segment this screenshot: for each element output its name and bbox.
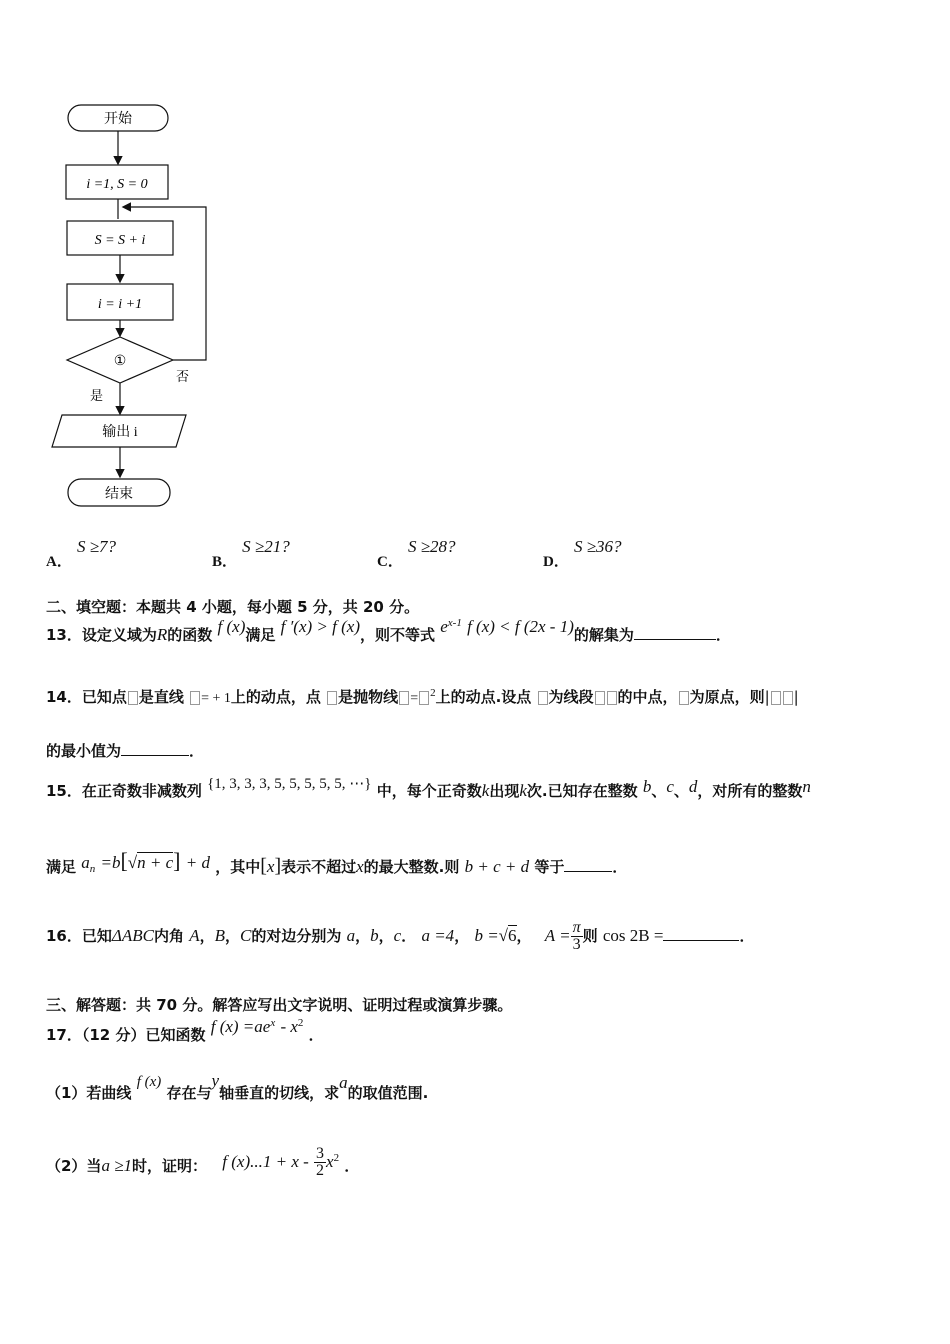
option-a[interactable] <box>46 536 117 570</box>
option-d-expr: S ≥36? <box>573 537 622 556</box>
option-b-letter: B． <box>212 554 238 570</box>
option-a-expr: S ≥7? <box>76 537 117 556</box>
q14-answer-blank[interactable] <box>121 741 189 756</box>
option-b[interactable] <box>212 536 290 570</box>
option-c-letter: C． <box>377 554 403 570</box>
q13-answer-blank[interactable] <box>634 625 716 640</box>
q15-answer-blank[interactable] <box>564 857 612 872</box>
question-17-part2: （2）当a ≥1时，证明： f (x)...1 + x - $\frac{3}{2}$ $x^2$ ． <box>46 1145 360 1179</box>
question-14: 14．已知点 是直线 = + 1上的动点，点 是抛物线 = $^2$上的动点.设点 为线段 的中点， 为原点，则| | <box>46 687 799 706</box>
flowchart <box>40 95 240 525</box>
section2-heading: 二、填空题：本题共 4 小题，每小题 5 分，共 20 分。 <box>46 598 420 616</box>
flow-init-label: i =1, S = 0 <box>86 177 148 192</box>
flow-end-label: 结束 <box>105 487 133 502</box>
flow-decision-label: ① <box>113 354 127 369</box>
flow-no-label: 否 <box>176 369 190 384</box>
option-b-expr: S ≥21? <box>242 537 290 556</box>
option-a-letter: A． <box>46 554 72 570</box>
flow-sum-label: S = S + i <box>94 233 146 248</box>
question-14-line2: 的最小值为 ． <box>46 742 205 760</box>
option-c-expr: S ≥28? <box>407 537 456 556</box>
question-15: 15．在正奇数非减数列 {1, 3, 3, 3, 5, 5, 5, 5, 5, ⋯} 中，每个正奇数k出现k次.已知存在整数 b、c、d，对所有的整数n <box>46 776 811 800</box>
question-17-part1: （1）若曲线 f (x) 存在与y轴垂直的切线，求a的取值范围. <box>46 1071 429 1102</box>
flow-output-label: 输出 i <box>102 425 138 440</box>
q16-answer-blank[interactable] <box>663 926 739 941</box>
flow-start-label: 开始 <box>104 112 132 127</box>
option-d[interactable] <box>543 536 622 570</box>
option-d-letter: D． <box>543 554 569 570</box>
question-15-line2: 满足 $a_n =b[√n + c] + d$ ，其中[x]表示不超过x的最大整数.则 b + c + d 等于 ． <box>46 848 628 877</box>
flow-yes-label: 是 <box>90 388 104 403</box>
option-c[interactable] <box>377 536 456 570</box>
question-16: 16．已知ΔABC内角 A，B，C的对边分别为 a，b，c． a =4， b =√6， A = $\frac{\pi}{3}$ 则 cos 2B = ． <box>46 919 755 953</box>
question-13: 13．设定义域为R的函数 f (x)满足 f ′(x) > f (x)，则不等式 $e^{x-1}$ f (x) < f (2x - 1)的解集为 ． <box>46 617 731 644</box>
flow-inc-label: i = i +1 <box>97 297 143 312</box>
question-17: 17．（12 分）已知函数 f $(x) =ae^x - x^2$ ． <box>46 1017 324 1044</box>
section3-heading: 三、解答题：共 70 分。解答应写出文字说明、证明过程或演算步骤。 <box>46 996 513 1014</box>
